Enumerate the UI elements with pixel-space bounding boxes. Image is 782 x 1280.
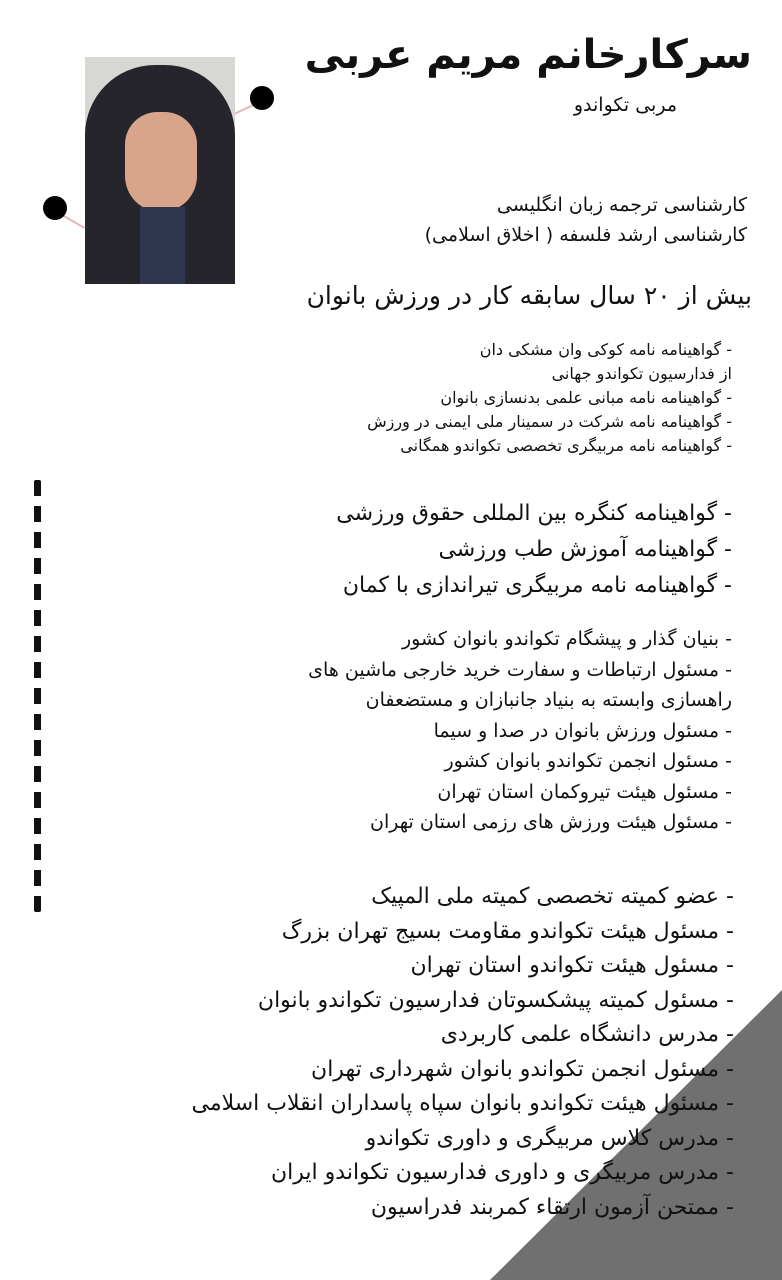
certificate-item: - گواهینامه نامه کوکی وان مشکی دان [479, 340, 732, 359]
certificates-large-list [336, 496, 732, 604]
role-item: - بنیان گذار و پیشگام تکواندو بانوان کشور [401, 628, 732, 650]
decorative-dot-left [43, 196, 67, 220]
subtitle-role: مربی تکواندو [573, 94, 677, 116]
roles-list-a [308, 624, 732, 838]
role-item: - مسئول هیئت تکواندو بانوان سپاه پاسداران انقلاب اسلامی [191, 1091, 734, 1116]
role-item: - مسئول هیئت ورزش های رزمی استان تهران [370, 811, 732, 833]
role-item: - مسئول هیئت تیروکمان استان تهران [437, 780, 732, 803]
certificates-small-list [367, 338, 732, 458]
role-item: - مسئول هیئت تکواندو مقاومت بسیج تهران بزرگ [281, 918, 734, 944]
dashed-divider [34, 480, 41, 912]
role-item: - مسئول انجمن تکواندو بانوان شهرداری تهران [311, 1056, 734, 1082]
photo-scarf [140, 207, 185, 284]
connector-line-left [62, 214, 86, 229]
roles-list-b [191, 880, 734, 1225]
role-item: - مسئول انجمن تکواندو بانوان کشور [444, 750, 732, 772]
role-item: - مسئول کمیته پیشکسوتان فدارسیون تکواندو بانوان [257, 987, 734, 1013]
decorative-dot-right [250, 86, 274, 110]
certificate-item: - گواهینامه نامه مبانی علمی بدنسازی بانوان [440, 388, 732, 407]
certificate-item: - گواهینامه کنگره بین المللی حقوق ورزشی [336, 501, 732, 526]
certificate-item: - گواهینامه نامه مربیگری تخصصی تکواندو همگانی [400, 436, 732, 455]
role-item: - مدرس کلاس مربیگری و داوری تکواندو [365, 1125, 734, 1151]
role-item: - عضو کمیته تخصصی کمیته ملی المپیک [371, 884, 734, 909]
role-item: - مدرس مربیگری و داوری فدارسیون تکواندو ایران [271, 1160, 734, 1185]
degrees-list [425, 190, 747, 250]
certificate-item: - گواهینامه آموزش طب ورزشی [438, 537, 732, 562]
experience-headline: بیش از ۲۰ سال سابقه کار در ورزش بانوان [306, 281, 752, 310]
photo-face [125, 112, 197, 212]
profile-photo [85, 57, 235, 284]
role-item: - مدرس دانشگاه علمی کاربردی [440, 1022, 734, 1047]
role-item: - ممتحن آزمون ارتقاء کمربند فدراسیون [370, 1194, 734, 1220]
certificate-item: - گواهینامه نامه شرکت در سمینار ملی ایمنی در ورزش [367, 412, 732, 431]
degree-item: کارشناسی ارشد فلسفه ( اخلاق اسلامی) [424, 224, 747, 246]
role-item: - مسئول ارتباطات و سفارت خرید خارجی ماشین های [308, 658, 732, 681]
certificate-item: از فدارسیون تکواندو جهانی [551, 364, 732, 383]
role-item: راهسازی وابسته به بنیاد جانبازان و مستضعفان [365, 689, 732, 711]
role-item: - مسئول ورزش بانوان در صدا و سیما [433, 719, 732, 742]
degree-item: کارشناسی ترجمه زبان انگلیسی [496, 194, 747, 216]
role-item: - مسئول هیئت تکواندو استان تهران [410, 953, 734, 978]
page-title: سرکارخانم مریم عربی [304, 32, 752, 78]
certificate-item: - گواهینامه نامه مربیگری تیراندازی با کمان [342, 573, 732, 598]
